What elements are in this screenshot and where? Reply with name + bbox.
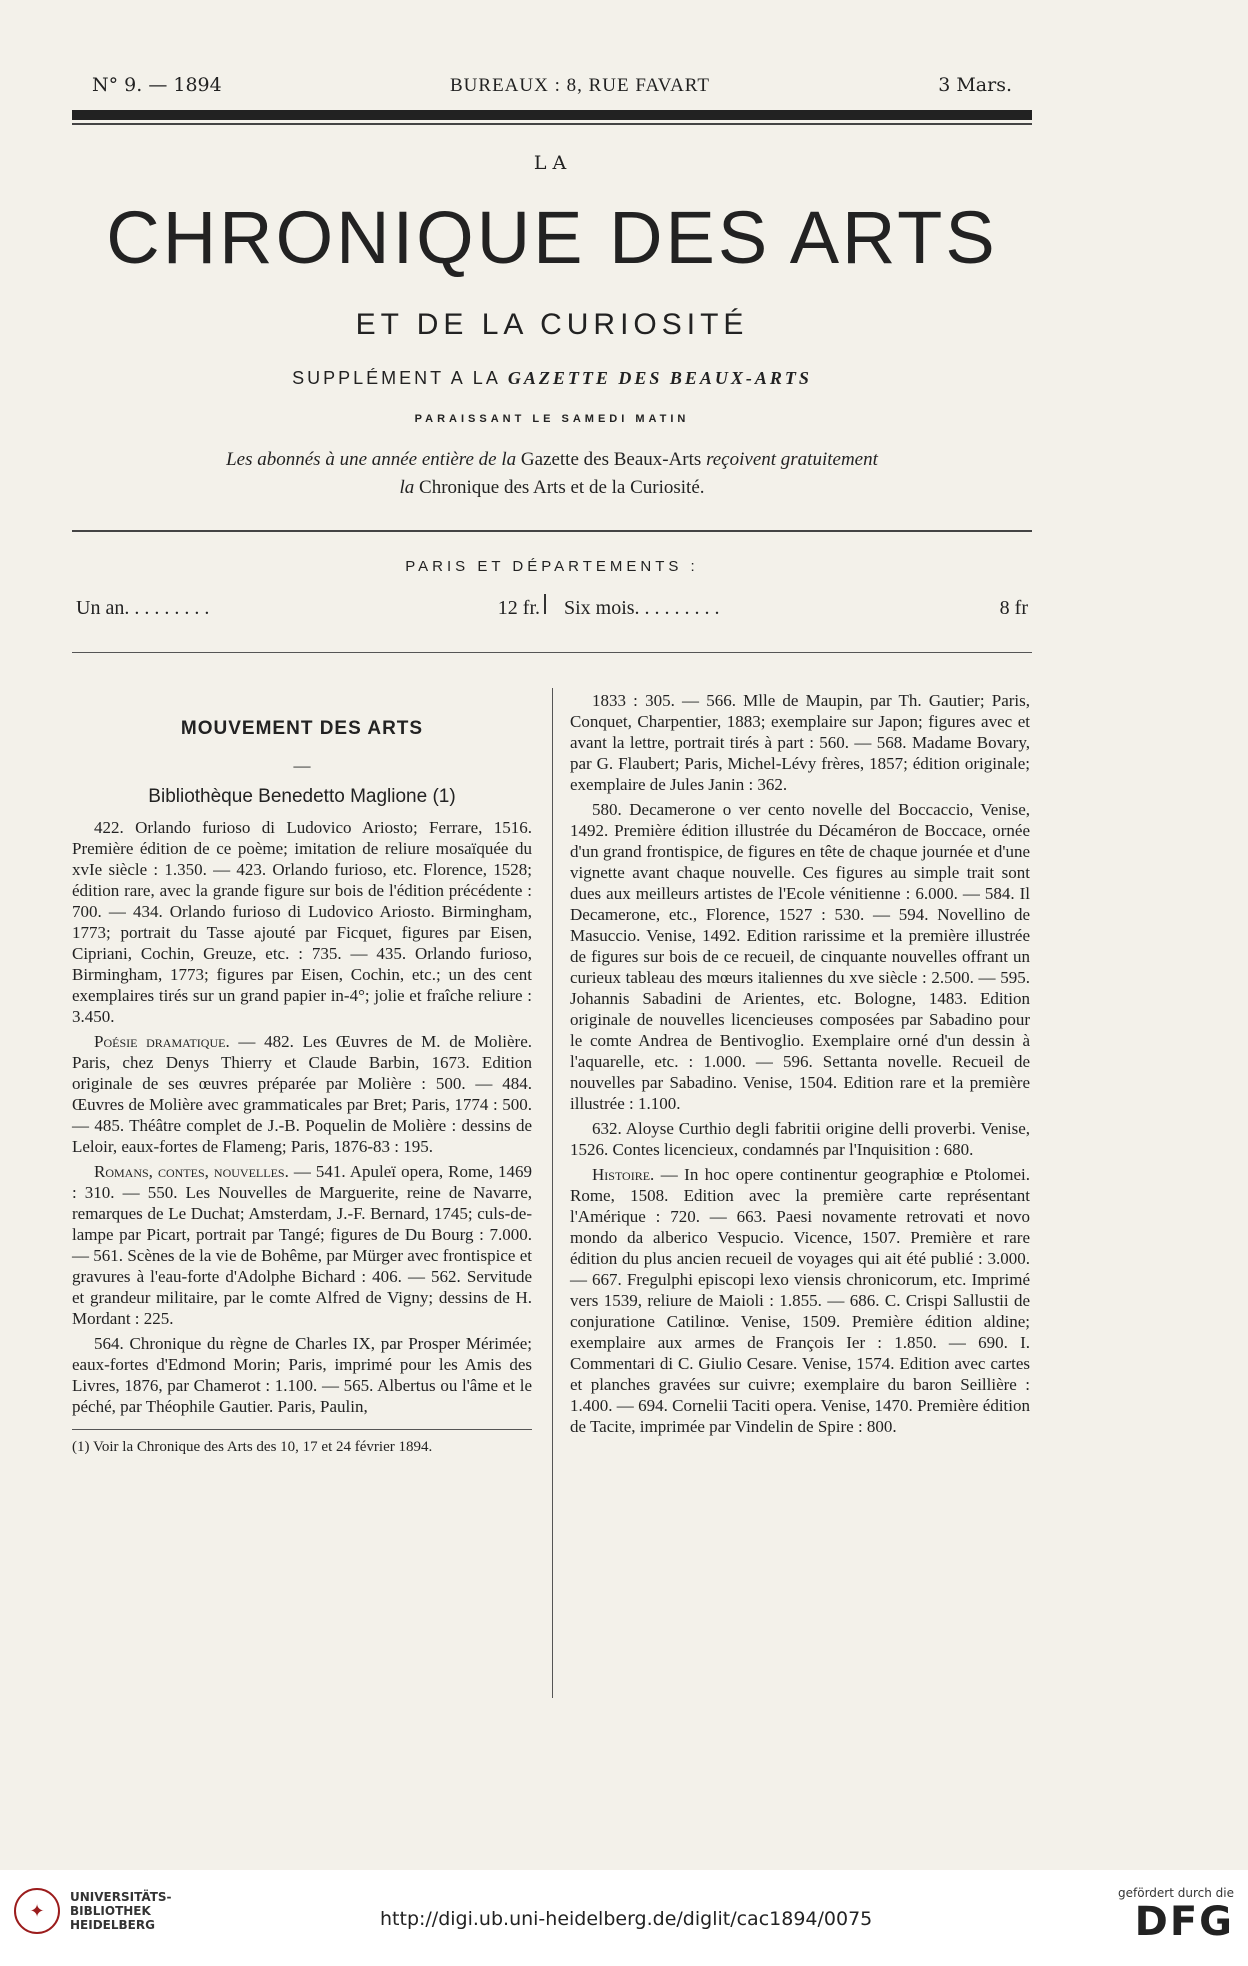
office-address: BUREAUX : 8, RUE FAVART xyxy=(450,75,710,96)
notice-part-a: Les abonnés à une année entière de la xyxy=(226,449,517,470)
price-separator xyxy=(544,594,546,614)
header-rule-thin xyxy=(72,123,1032,125)
masthead-subtitle: ET DE LA CURIOSITÉ xyxy=(355,308,749,341)
section-subtitle: Bibliothèque Benedetto Maglione (1) xyxy=(148,786,456,807)
paragraph xyxy=(72,1161,532,1329)
university-line-3: HEIDELBERG xyxy=(70,1918,155,1932)
dfg-wordmark: DFG xyxy=(1134,1899,1234,1945)
supplement-prefix: SUPPLÉMENT A LA xyxy=(292,368,500,388)
notice-part-e: Chronique des Arts et de la Curiosité. xyxy=(419,477,705,498)
header-line xyxy=(92,74,1012,97)
paragraph-lead: Histoire. xyxy=(592,1165,655,1184)
subscriber-notice xyxy=(110,446,994,502)
section-dash: — xyxy=(293,756,311,775)
column-left xyxy=(72,718,532,1461)
paragraph-body: — In hoc opere continentur geographiœ e Ptolomei. Rome, 1508. Edition avec la première carte représentant l'Amérique : 720. — 663. Paesi novamente retrovati et novo mondo da alberico Vespucio. Vicence, 1507. Première et rare édition du plus ancien recueil de voyages qui ait été publié : 3.000. — 667. Fregulphi episcopi lexo viensis chronicorum, etc. Imprimé vers 1539, reliure de Maioli : 1.855. — 686. C. Crispi Sallustii de conjuratione Catilinœ. Venise, 1509. Première édition aldine; exemplaire aux armes de François Ier : 1.850. — 690. I. Commentari di C. Giulio Cesare. Venise, 1574. Edition avec cartes et planches gravées sur cuivre; exemplaire du baron Seillière : 1.400. — 694. Cornelii Taciti opera. Venise, 1470. Première édition de Tacite, imprimée par Vindelin de Spire : 800. xyxy=(570,1165,1030,1436)
paragraph: 422. Orlando furioso di Ludovico Ariosto; Ferrare, 1516. Première édition de ce poème; imitation de reliure mosaïquée du xvIe siècle : 1.350. — 423. Orlando furioso, etc. Florence, 1528; édition rare, avec la grande figure sur bois de l'édition précédente : 700. — 434. Orlando furioso di Ludovico Ariosto. Birmingham, 1773; portrait du Tasse ajouté par Ficquet, figures par Eisen, Cipriani, Cochin, Greuze, etc. : 735. — 435. Orlando furioso, Birmingham, 1773; figures par Eisen, Cochin, etc.; un des cent exemplaires tirés sur un grand papier in-4°; jolie et fraîche reliure : 3.450. xyxy=(72,818,532,1026)
notice-part-c: reçoivent gratuitement xyxy=(706,449,878,470)
divider-rule-2 xyxy=(72,652,1032,653)
subscription-heading: PARIS ET DÉPARTEMENTS : xyxy=(405,558,699,575)
paragraph-body: — 541. Apuleï opera, Rome, 1469 : 310. — 550. Les Nouvelles de Marguerite, reine de Navarre, remarques de Le Duchat; Amsterdam, J.-F. Bernard, 1745; culs-de-lampe par Picart, portrait par Tangé; figures de Du Bourg : 7.000. — 561. Scènes de la vie de Bohême, par Mürger avec frontispice et gravures à l'eau-forte d'Adolphe Bichard : 406. — 562. Servitude et grandeur militaire, par le comte Alfred de Vigny; dessins de H. Mordant : 225. xyxy=(72,1162,532,1328)
header-rule-thick xyxy=(72,110,1032,120)
university-name xyxy=(70,1890,172,1932)
funded-by-label: gefördert durch die xyxy=(1118,1886,1234,1900)
paragraph xyxy=(570,1164,1030,1437)
paragraph-lead: Romans, contes, nouvelles. xyxy=(94,1162,289,1181)
price-year-label: Un an. . . . . . . . . xyxy=(76,597,210,619)
divider-rule xyxy=(72,530,1032,532)
viewer-footer xyxy=(0,1870,1248,1966)
dfg-logo[interactable] xyxy=(1118,1886,1234,1944)
footnote: (1) Voir la Chronique des Arts des 10, 17 et 24 février 1894. xyxy=(72,1429,532,1457)
price-year-value: 12 fr. xyxy=(497,597,541,619)
paragraph-body: — 482. Les Œuvres de M. de Molière. Paris, chez Denys Thierry et Claude Barbin, 1673. Edition originale de ses œuvres préparée par Molière : 500. — 484. Œuvres de Molière avec grammaticales par Bret; Paris, 1774 : 500. — 485. Théâtre complet de J.-B. Poquelin de Molière : dessins de Leloir, eaux-fortes de Flameng; Paris, 1876-83 : 195. xyxy=(72,1032,533,1156)
column-right xyxy=(570,690,1030,1441)
notice-part-d: la xyxy=(399,477,415,498)
price-six-months xyxy=(560,597,1032,620)
university-line-2: BIBLIOTHEK xyxy=(70,1904,151,1918)
paragraph xyxy=(72,1031,532,1157)
subscription-prices xyxy=(72,594,1032,620)
paragraph-lead: Poésie dramatique. xyxy=(94,1032,230,1051)
notice-part-b: Gazette des Beaux-Arts xyxy=(520,449,702,470)
masthead-title: CHRONIQUE DES ARTS xyxy=(106,196,998,279)
issue-date: 3 Mars. xyxy=(938,74,1012,96)
paragraph: 632. Aloyse Curthio degli fabritii origine delli proverbi. Venise, 1526. Contes licencieux, condamnés par l'Inquisition : 680. xyxy=(570,1119,1030,1159)
column-rule xyxy=(552,688,553,1698)
price-six-value: 8 fr xyxy=(999,597,1028,619)
price-six-label: Six mois. . . . . . . . . xyxy=(563,597,720,619)
section-title: MOUVEMENT DES ARTS xyxy=(180,718,424,739)
supplement-gazette: GAZETTE DES BEAUX-ARTS xyxy=(507,368,812,388)
frequency-line: PARAISSANT LE SAMEDI MATIN xyxy=(414,413,690,425)
university-logo[interactable] xyxy=(14,1888,172,1934)
paragraph: 580. Decamerone o ver cento novelle del Boccaccio, Venise, 1492. Première édition illustrée du Décaméron de Boccace, ornée d'un grand frontispice, de figures en tête de chaque journée et d'une vignette avant chaque nouvelle. Ces figures au simple trait sont dues aux meilleurs artistes de l'Ecole vénitienne : 6.000. — 584. Il Decamerone, etc., Florence, 1527 : 530. — 594. Novellino de Masuccio. Venise, 1492. Edition rarissime et la première illustrée de figures sur bois de ce recueil, de cinquante nouvelles offrant un curieux tableau des mœurs italiennes du xve siècle : 2.500. — 595. Johannis Sabadini de Arientes, etc. Bologne, 1483. Edition originale de nouvelles licencieuses composées par Sabadino pour le comte Andrea de Bentivoglio. Exemplaire orné d'un dessin à l'aquarelle, etc. : 1.000. — 596. Settanta novelle. Recueil de nouvelles par Sabadino. Venise, 1504. Edition rare et la première illustrée : 1.100. xyxy=(570,800,1030,1113)
issue-number: N° 9. — 1894 xyxy=(92,74,222,96)
university-seal-icon: ✦ xyxy=(14,1888,60,1934)
masthead-article: LA xyxy=(533,152,573,174)
price-year xyxy=(72,597,544,620)
supplement-line xyxy=(72,368,1032,389)
paragraph: 564. Chronique du règne de Charles IX, par Prosper Mérimée; eaux-fortes d'Edmond Morin; Paris, imprimé pour les Amis des Livres, 1876, par Chamerot : 1.100. — 565. Albertus ou l'âme et le péché, par Théophile Gautier. Paris, Paulin, xyxy=(72,1334,532,1416)
paragraph: 1833 : 305. — 566. Mlle de Maupin, par Th. Gautier; Paris, Conquet, Charpentier, 1883; exemplaire sur Japon; figures avec et avant la lettre, portrait tirés à part : 560. — 568. Madame Bovary, par G. Flaubert; Paris, Michel-Lévy frères, 1857; édition originale; exemplaire de Jules Janin : 362. xyxy=(570,691,1030,794)
university-line-1: UNIVERSITÄTS- xyxy=(70,1890,172,1904)
permalink-url[interactable]: http://digi.ub.uni-heidelberg.de/diglit/cac1894/0075 xyxy=(380,1908,873,1930)
